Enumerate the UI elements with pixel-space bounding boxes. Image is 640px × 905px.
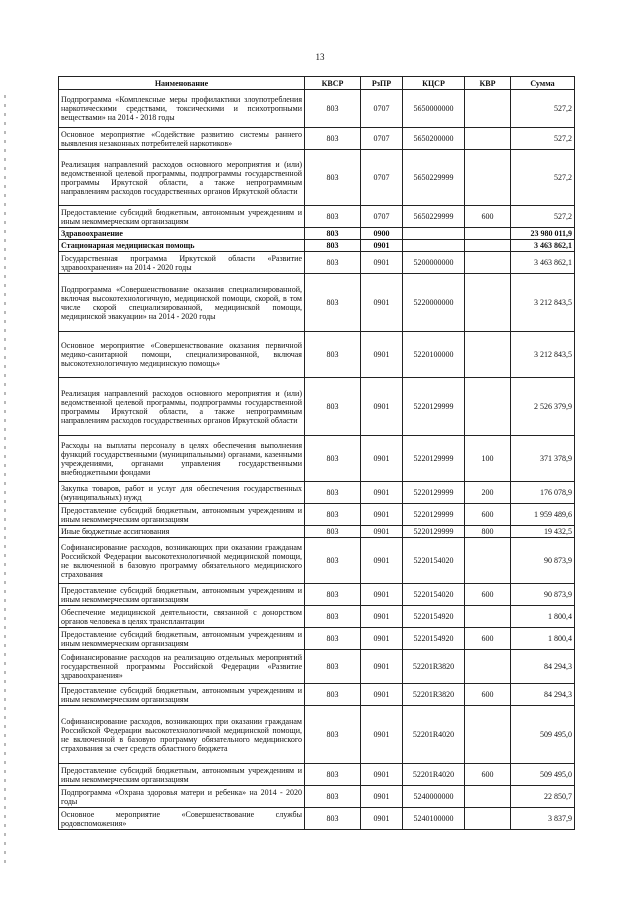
cell-sum: 371 378,9: [511, 436, 575, 482]
cell-rzpr: 0901: [361, 606, 403, 628]
cell-kcsr: 5650229999: [403, 206, 465, 228]
table-row: [59, 378, 575, 436]
cell-kcsr: 5650000000: [403, 90, 465, 128]
table-body: [59, 90, 575, 830]
cell-sum: 84 294,3: [511, 684, 575, 706]
cell-kvsr: 803: [305, 332, 361, 378]
cell-kvr: 600: [465, 206, 511, 228]
cell-rzpr: 0901: [361, 436, 403, 482]
cell-kcsr: 5240100000: [403, 808, 465, 830]
cell-rzpr: 0707: [361, 150, 403, 206]
page-number: 13: [315, 52, 325, 62]
table-row: [59, 274, 575, 332]
table-row: [59, 684, 575, 706]
cell-kcsr: 5220154020: [403, 538, 465, 584]
cell-kvr: [465, 606, 511, 628]
cell-kcsr: [403, 228, 465, 240]
cell-kvr: 600: [465, 684, 511, 706]
cell-kvr: [465, 240, 511, 252]
cell-rzpr: 0901: [361, 584, 403, 606]
cell-sum: 1 959 489,6: [511, 504, 575, 526]
cell-kvsr: 803: [305, 240, 361, 252]
table-row: [59, 150, 575, 206]
cell-rzpr: 0707: [361, 206, 403, 228]
table-row: [59, 808, 575, 830]
cell-kvsr: 803: [305, 150, 361, 206]
cell-rzpr: 0900: [361, 228, 403, 240]
cell-kcsr: 5220129999: [403, 504, 465, 526]
cell-rzpr: 0901: [361, 240, 403, 252]
cell-name: Предоставление субсидий бюджетным, автономным учреждениям и иным некоммерческим организациям: [59, 504, 305, 526]
table-row: [59, 206, 575, 228]
cell-kcsr: 5220129999: [403, 526, 465, 538]
table-row: [59, 538, 575, 584]
cell-name: Здравоохранение: [59, 228, 305, 240]
cell-sum: 3 212 843,5: [511, 332, 575, 378]
cell-name: Предоставление субсидий бюджетным, автономным учреждениям и иным некоммерческим организациям: [59, 684, 305, 706]
cell-kvr: [465, 128, 511, 150]
column-header-name: Наименование: [59, 77, 305, 90]
cell-kvr: [465, 650, 511, 684]
cell-rzpr: 0901: [361, 650, 403, 684]
cell-kcsr: 5220100000: [403, 332, 465, 378]
cell-kvsr: 803: [305, 90, 361, 128]
cell-kcsr: 5220129999: [403, 436, 465, 482]
cell-name: Предоставление субсидий бюджетным, автономным учреждениям и иным некоммерческим организациям: [59, 764, 305, 786]
cell-kvr: [465, 90, 511, 128]
cell-kvsr: 803: [305, 706, 361, 764]
cell-name: Основное мероприятие «Содействие развитию системы раннего выявления незаконных потребителей наркотиков»: [59, 128, 305, 150]
cell-rzpr: 0901: [361, 538, 403, 584]
table-row: [59, 482, 575, 504]
cell-name: Предоставление субсидий бюджетным, автономным учреждениям и иным некоммерческим организациям: [59, 584, 305, 606]
cell-name: Расходы на выплаты персоналу в целях обеспечения выполнения функций государственными (муниципальными) органами, казенными учреждениями, органами управления государственными внебюджетными фондами: [59, 436, 305, 482]
cell-rzpr: 0901: [361, 378, 403, 436]
table-row: [59, 786, 575, 808]
budget-table: [58, 76, 575, 830]
cell-kvr: 600: [465, 584, 511, 606]
cell-kvsr: 803: [305, 274, 361, 332]
cell-sum: 509 495,0: [511, 764, 575, 786]
cell-name: Обеспечение медицинской деятельности, связанной с донорством органов человека в целях трансплантации: [59, 606, 305, 628]
cell-kvsr: 803: [305, 436, 361, 482]
cell-sum: 527,2: [511, 128, 575, 150]
cell-sum: 176 078,9: [511, 482, 575, 504]
cell-rzpr: 0901: [361, 482, 403, 504]
cell-sum: 527,2: [511, 150, 575, 206]
cell-kvsr: 803: [305, 606, 361, 628]
cell-kvr: [465, 332, 511, 378]
cell-kvr: [465, 150, 511, 206]
column-header-rzpr: РзПР: [361, 77, 403, 90]
column-header-kcsr: КЦСР: [403, 77, 465, 90]
cell-name: Подпрограмма «Совершенствование оказания специализированной, включая высокотехнологичную, медицинской помощи, скорой, в том числе скорой специализированной, медицинской помощи, медицинской эвакуации» на 2014 - 2020 годы: [59, 274, 305, 332]
cell-kvsr: 803: [305, 378, 361, 436]
table-row: [59, 706, 575, 764]
table-header-row: [59, 77, 575, 90]
table-row: [59, 436, 575, 482]
table-row: [59, 606, 575, 628]
cell-name: Софинансирование расходов, возникающих при оказании гражданам Российской Федерации высокотехнологичной медицинской помощи, не включенной в базовую программу обязательного медицинского страхования за счет средств областного бюджета: [59, 706, 305, 764]
cell-kcsr: 5220154920: [403, 606, 465, 628]
table-row: [59, 252, 575, 274]
column-header-kvsr: КВСР: [305, 77, 361, 90]
cell-kvr: 600: [465, 504, 511, 526]
cell-sum: 527,2: [511, 90, 575, 128]
cell-kvr: [465, 808, 511, 830]
cell-kcsr: 5200000000: [403, 252, 465, 274]
cell-name: Софинансирование расходов на реализацию отдельных мероприятий государственной программы Российской Федерации «Развитие здравоохранения»: [59, 650, 305, 684]
cell-kcsr: 52201R4020: [403, 706, 465, 764]
cell-name: Подпрограмма «Охрана здоровья матери и ребенка» на 2014 - 2020 годы: [59, 786, 305, 808]
table-row: [59, 584, 575, 606]
cell-sum: 84 294,3: [511, 650, 575, 684]
cell-kcsr: 5650200000: [403, 128, 465, 150]
cell-kcsr: 52201R3820: [403, 650, 465, 684]
table-row: [59, 128, 575, 150]
cell-sum: 22 850,7: [511, 786, 575, 808]
table-row: [59, 90, 575, 128]
cell-kcsr: 5240000000: [403, 786, 465, 808]
cell-rzpr: 0901: [361, 526, 403, 538]
table-row: [59, 504, 575, 526]
cell-name: Иные бюджетные ассигнования: [59, 526, 305, 538]
cell-kvr: 600: [465, 628, 511, 650]
table-row: [59, 240, 575, 252]
cell-sum: 3 463 862,1: [511, 240, 575, 252]
cell-kcsr: 52201R3820: [403, 684, 465, 706]
cell-kcsr: 5220154020: [403, 584, 465, 606]
cell-kvr: [465, 378, 511, 436]
cell-kvsr: 803: [305, 786, 361, 808]
cell-kvsr: 803: [305, 206, 361, 228]
cell-kvsr: 803: [305, 584, 361, 606]
cell-kvsr: 803: [305, 538, 361, 584]
table-row: [59, 628, 575, 650]
cell-kvsr: 803: [305, 504, 361, 526]
cell-kcsr: 5220129999: [403, 378, 465, 436]
cell-kvr: 600: [465, 764, 511, 786]
cell-rzpr: 0901: [361, 332, 403, 378]
cell-kvr: 100: [465, 436, 511, 482]
cell-kvr: [465, 706, 511, 764]
cell-rzpr: 0901: [361, 786, 403, 808]
cell-rzpr: 0707: [361, 128, 403, 150]
cell-name: Государственная программа Иркутской области «Развитие здравоохранения» на 2014 - 2020 годы: [59, 252, 305, 274]
cell-kvr: 800: [465, 526, 511, 538]
cell-name: Софинансирование расходов, возникающих при оказании гражданам Российской Федерации высокотехнологичной медицинской помощи, не включенной в базовую программу обязательного медицинского страхования: [59, 538, 305, 584]
cell-rzpr: 0901: [361, 706, 403, 764]
cell-sum: 527,2: [511, 206, 575, 228]
cell-sum: 509 495,0: [511, 706, 575, 764]
cell-name: Предоставление субсидий бюджетным, автономным учреждениям и иным некоммерческим организациям: [59, 206, 305, 228]
cell-rzpr: 0901: [361, 252, 403, 274]
cell-kvsr: 803: [305, 526, 361, 538]
cell-kcsr: 5220129999: [403, 482, 465, 504]
cell-name: Основное мероприятие «Совершенствование службы родовспоможения»: [59, 808, 305, 830]
table-row: [59, 332, 575, 378]
cell-kcsr: 5220000000: [403, 274, 465, 332]
cell-rzpr: 0901: [361, 504, 403, 526]
cell-kcsr: [403, 240, 465, 252]
cell-kvr: [465, 538, 511, 584]
cell-name: Реализация направлений расходов основного мероприятия и (или) ведомственной целевой программы, подпрограммы государственной программы Иркутской области, а также непрограммным направлениям расходов государственных органов Иркутской области: [59, 150, 305, 206]
cell-sum: 1 800,4: [511, 628, 575, 650]
cell-kvr: 200: [465, 482, 511, 504]
cell-kvr: [465, 228, 511, 240]
cell-sum: 3 837,9: [511, 808, 575, 830]
cell-kcsr: 5220154920: [403, 628, 465, 650]
cell-kcsr: 5650229999: [403, 150, 465, 206]
cell-rzpr: 0707: [361, 90, 403, 128]
cell-name: Закупка товаров, работ и услуг для обеспечения государственных (муниципальных) нужд: [59, 482, 305, 504]
cell-kvr: [465, 786, 511, 808]
cell-name: Подпрограмма «Комплексные меры профилактики злоупотребления наркотическими средствами, токсическими и психотропными веществами» на 2014 - 2018 годы: [59, 90, 305, 128]
table-row: [59, 650, 575, 684]
cell-kvsr: 803: [305, 808, 361, 830]
table-row: [59, 228, 575, 240]
cell-kvsr: 803: [305, 252, 361, 274]
cell-kvsr: 803: [305, 228, 361, 240]
cell-name: Предоставление субсидий бюджетным, автономным учреждениям и иным некоммерческим организациям: [59, 628, 305, 650]
cell-kvr: [465, 252, 511, 274]
cell-name: Основное мероприятие «Совершенствование оказания первичной медико-санитарной помощи, специализированной, включая высокотехнологичную медицинскую помощь»: [59, 332, 305, 378]
table-row: [59, 526, 575, 538]
cell-kvr: [465, 274, 511, 332]
cell-name: Стационарная медицинская помощь: [59, 240, 305, 252]
cell-rzpr: 0901: [361, 684, 403, 706]
cell-rzpr: 0901: [361, 274, 403, 332]
cell-rzpr: 0901: [361, 628, 403, 650]
cell-sum: 1 800,4: [511, 606, 575, 628]
cell-kvsr: 803: [305, 684, 361, 706]
cell-rzpr: 0901: [361, 764, 403, 786]
scan-edge-strip: [4, 95, 6, 865]
table-row: [59, 764, 575, 786]
cell-name: Реализация направлений расходов основного мероприятия и (или) ведомственной целевой программы, подпрограммы государственной программы Иркутской области, а также непрограммным направлениям расходов государственных органов Иркутской области: [59, 378, 305, 436]
cell-kvsr: 803: [305, 482, 361, 504]
cell-kcsr: 52201R4020: [403, 764, 465, 786]
cell-kvsr: 803: [305, 764, 361, 786]
cell-sum: 23 980 011,9: [511, 228, 575, 240]
cell-kvsr: 803: [305, 128, 361, 150]
cell-kvsr: 803: [305, 650, 361, 684]
cell-sum: 3 212 843,5: [511, 274, 575, 332]
cell-sum: 19 432,5: [511, 526, 575, 538]
cell-kvsr: 803: [305, 628, 361, 650]
cell-sum: 90 873,9: [511, 584, 575, 606]
column-header-kvr: КВР: [465, 77, 511, 90]
cell-sum: 90 873,9: [511, 538, 575, 584]
column-header-sum: Сумма: [511, 77, 575, 90]
cell-sum: 2 526 379,9: [511, 378, 575, 436]
cell-rzpr: 0901: [361, 808, 403, 830]
cell-sum: 3 463 862,1: [511, 252, 575, 274]
